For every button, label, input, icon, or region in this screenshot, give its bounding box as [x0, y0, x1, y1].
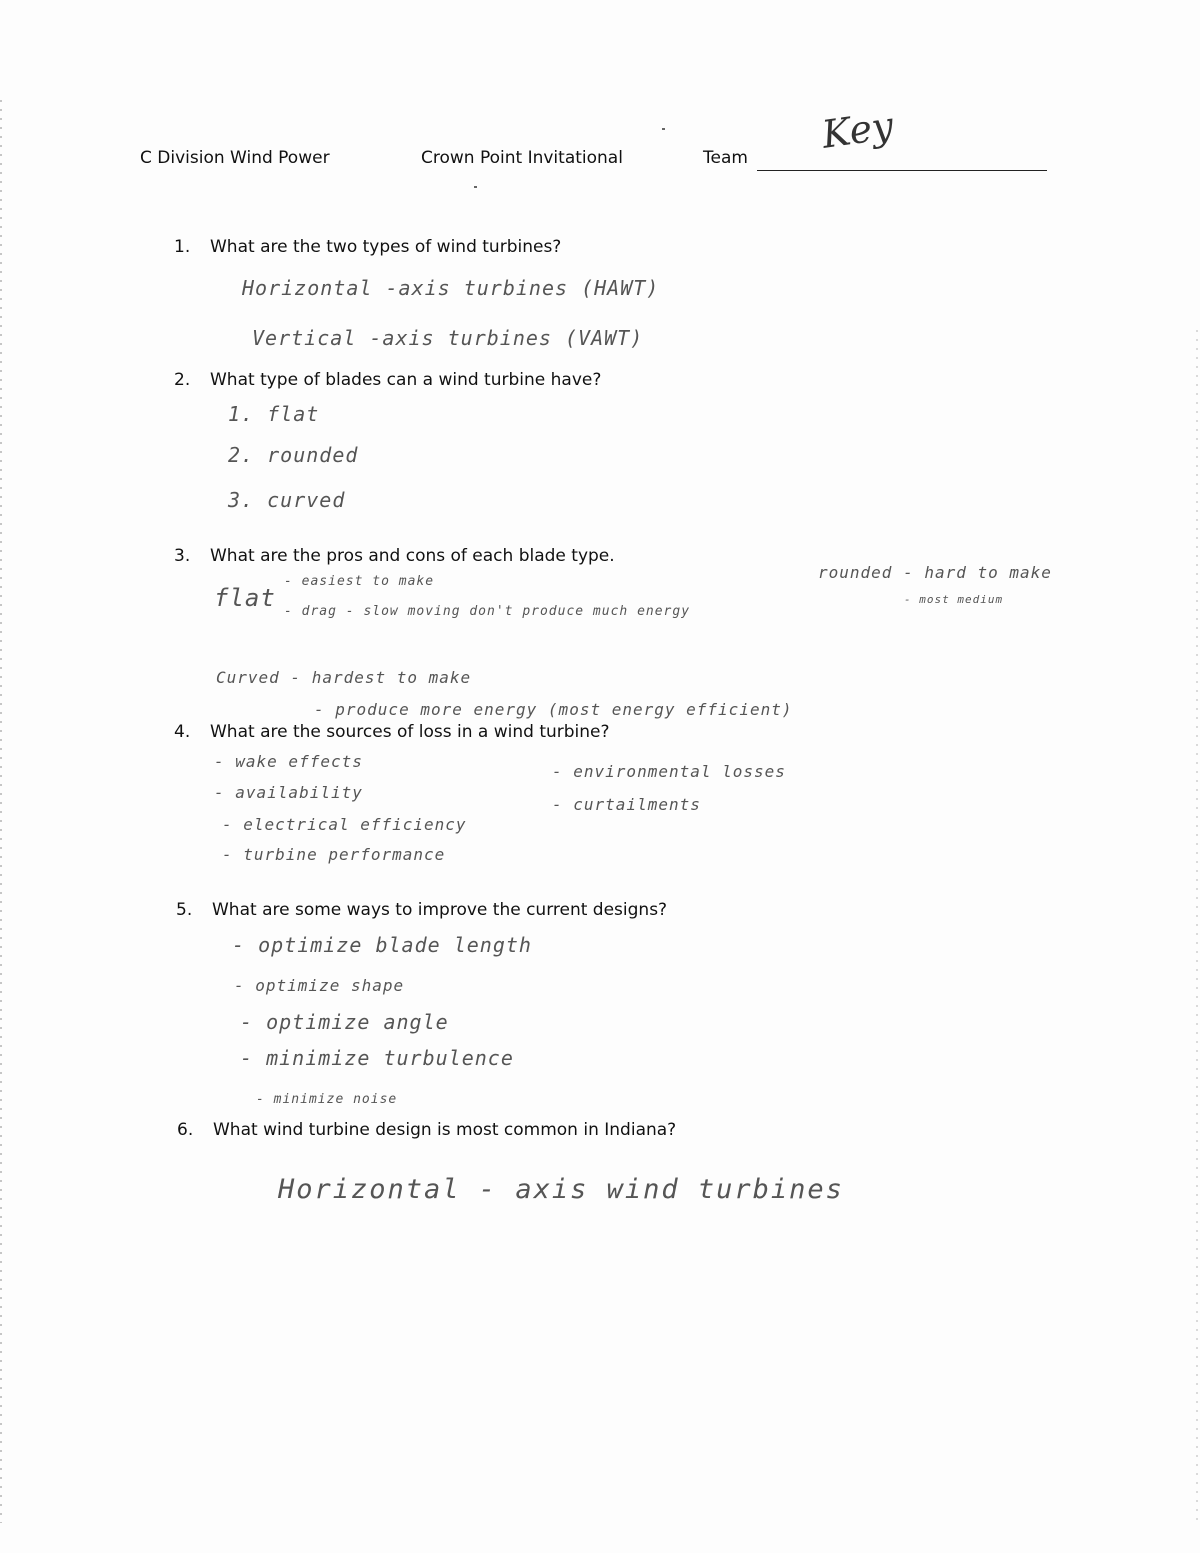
question-2 [174, 370, 602, 390]
question-text: What are some ways to improve the current designs? [212, 900, 668, 920]
answer-line: - environmental losses [552, 762, 786, 781]
event-title: Crown Point Invitational [421, 148, 623, 168]
answer-line: - produce more energy (most energy efficient) [314, 700, 793, 719]
answer-line: - most medium [904, 593, 1004, 606]
team-handwritten-value: Key [819, 103, 897, 157]
question-number: 1. [174, 237, 191, 257]
question-number: 5. [176, 900, 193, 920]
answer-line: - optimize shape [234, 976, 405, 995]
answer-line: flat [214, 584, 276, 612]
answer-line: - wake effects [214, 752, 363, 771]
question-text: What are the pros and cons of each blade type. [210, 546, 615, 566]
answer-line: - turbine performance [222, 845, 446, 864]
answer-line: Horizontal - axis wind turbines [278, 1174, 844, 1205]
scan-speck [474, 186, 477, 188]
answer-line: - availability [214, 783, 363, 802]
question-6 [177, 1120, 677, 1140]
scan-edge-right [1196, 330, 1198, 1523]
answer-line: - drag - slow moving don't produce much energy [284, 604, 691, 619]
answer-line: - optimize angle [240, 1010, 449, 1034]
question-3 [174, 546, 615, 566]
team-label: Team [703, 148, 748, 168]
answer-line: - easiest to make [284, 574, 435, 589]
question-1 [174, 237, 562, 257]
scan-speck [662, 128, 665, 130]
division-title: C Division Wind Power [140, 148, 330, 168]
question-number: 2. [174, 370, 191, 390]
question-text: What are the sources of loss in a wind turbine? [210, 722, 610, 742]
question-text: What type of blades can a wind turbine have? [210, 370, 602, 390]
question-number: 3. [174, 546, 191, 566]
answer-line: - minimize turbulence [240, 1046, 514, 1070]
answer-line: - minimize noise [256, 1092, 398, 1107]
team-underline [757, 170, 1047, 171]
answer-line: Vertical -axis turbines (VAWT) [252, 326, 644, 350]
question-text: What wind turbine design is most common in Indiana? [213, 1120, 677, 1140]
answer-line: - electrical efficiency [222, 815, 467, 834]
scan-edge-left [0, 100, 2, 1523]
answer-line: - optimize blade length [232, 933, 532, 957]
question-4 [174, 722, 610, 742]
answer-line: 3. curved [228, 488, 346, 512]
answer-line: Horizontal -axis turbines (HAWT) [242, 276, 660, 300]
question-text: What are the two types of wind turbines? [210, 237, 562, 257]
answer-line: 2. rounded [228, 443, 359, 467]
answer-line: rounded - hard to make [818, 563, 1052, 582]
question-number: 6. [177, 1120, 194, 1140]
question-5 [176, 900, 668, 920]
answer-line: - curtailments [552, 795, 701, 814]
answer-line: 1. flat [228, 402, 320, 426]
question-number: 4. [174, 722, 191, 742]
answer-line: Curved - hardest to make [216, 668, 472, 687]
